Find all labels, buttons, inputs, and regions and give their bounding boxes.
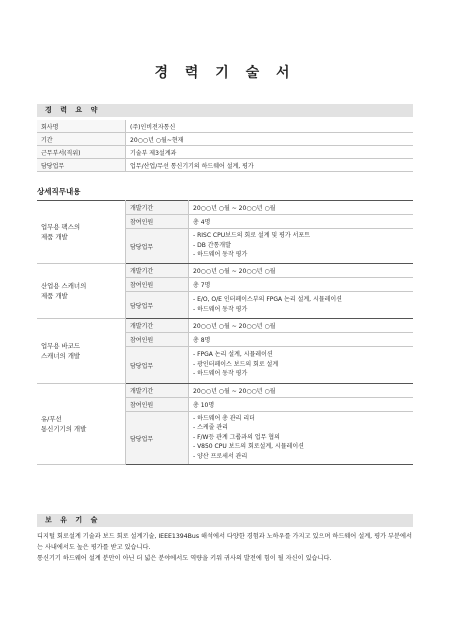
duty-item: - 양산 프로세서 관리 <box>193 452 248 460</box>
duty-item: - 하드웨어 총 관리 리더 <box>193 414 255 422</box>
period-label: 개발기간 <box>126 264 189 278</box>
period-value: 20○○년 ○월 ~ 20○○년 ○월 <box>189 201 414 215</box>
duty-item: - RISC CPU보드의 회로 설계 및 평가 서포트 <box>193 232 310 240</box>
summary-table <box>37 120 413 172</box>
summary-label: 기간 <box>37 133 126 146</box>
duty-item: - 광인터페이스 보드의 회로 설계 <box>193 360 279 368</box>
detail-row <box>37 319 413 333</box>
skills-paragraph: 디지털 회로설계 기술과 보드 회로 설계기술, IEEE1394Bus 해석에서 다양한 경험과 노하우를 가지고 있으며 하드웨어 설계, 평가 부분에서는 사내에서도 높은 평가를 받고 있습니다. <box>37 533 412 551</box>
period-label: 개발기간 <box>126 201 189 215</box>
detail-row <box>37 264 413 278</box>
period-label: 개발기간 <box>126 319 189 333</box>
duty-item: - 하드웨어 동작 평가 <box>193 251 248 259</box>
summary-value: 업무/산업/무선 통신기기의 하드웨어 설계, 평가 <box>126 159 414 172</box>
summary-row <box>37 120 413 133</box>
skills-paragraph: 통신기기 하드웨어 설계 분만이 아닌 더 넓은 분야에서도 역량을 키워 귀사의 발전에 힘이 될 자신이 있습니다. <box>37 555 332 562</box>
detail-row <box>37 384 413 398</box>
summary-row <box>37 133 413 146</box>
staff-value: 총 10명 <box>189 398 414 412</box>
duty-item: - 하드웨어 동작 평가 <box>193 305 248 313</box>
staff-label: 참여인원 <box>126 333 189 347</box>
duty-item: - DB 간통개발 <box>193 241 231 249</box>
project-category: 업무용 바코드 스캐너의 개발 <box>37 319 126 384</box>
summary-row <box>37 159 413 172</box>
summary-label: 근무부서(직위) <box>37 146 126 159</box>
skills-text <box>37 532 413 566</box>
duty-list <box>189 292 414 319</box>
duty-list <box>189 412 414 465</box>
details-table <box>37 200 413 465</box>
period-label: 개발기간 <box>126 384 189 398</box>
staff-label: 참여인원 <box>126 398 189 412</box>
summary-row <box>37 146 413 159</box>
period-value: 20○○년 ○월 ~ 20○○년 ○월 <box>189 264 414 278</box>
period-value: 20○○년 ○월 ~ 20○○년 ○월 <box>189 319 414 333</box>
staff-value: 총 8명 <box>189 333 414 347</box>
staff-value: 총 4명 <box>189 215 414 229</box>
project-category: 유/무선 통신기기의 개발 <box>37 384 126 465</box>
project-category: 산업용 스캐너의 제품 개발 <box>37 264 126 319</box>
duty-label: 담당업무 <box>126 229 189 264</box>
detail-row <box>37 201 413 215</box>
period-value: 20○○년 ○월 ~ 20○○년 ○월 <box>189 384 414 398</box>
duty-label: 담당업무 <box>126 412 189 465</box>
duty-item: - F/W등 관계 그룹과의 업무 협의 <box>193 433 280 441</box>
summary-heading: 경 력 요 약 <box>37 104 413 117</box>
duty-list <box>189 347 414 384</box>
duty-label: 담당업무 <box>126 347 189 384</box>
duty-item: - 하드웨어 동작 평가 <box>193 370 248 378</box>
staff-value: 총 7명 <box>189 278 414 292</box>
staff-label: 참여인원 <box>126 215 189 229</box>
staff-label: 참여인원 <box>126 278 189 292</box>
summary-value: (주)인비전자통신 <box>126 120 414 133</box>
summary-label: 담당업무 <box>37 159 126 172</box>
summary-label: 회사명 <box>37 120 126 133</box>
skills-heading: 보 유 기 술 <box>37 514 413 527</box>
duty-item: - FPGA 논리 설계, 시뮬레이션 <box>193 351 273 359</box>
details-heading: 상세직무내용 <box>37 187 81 196</box>
duty-item: - V850 CPU 보드의 회로설계, 시뮬레이션 <box>193 443 304 451</box>
summary-value: 기술부 제3설계과 <box>126 146 414 159</box>
duty-item: - 스케줄 관리 <box>193 424 228 432</box>
page-title: 경 력 기 술 서 <box>154 65 296 81</box>
duty-label: 담당업무 <box>126 292 189 319</box>
summary-value: 20○○년 ○월~현재 <box>126 133 414 146</box>
duty-list <box>189 229 414 264</box>
duty-item: - E/O, O/E 인터페이스부의 FPGA 논리 설계, 시뮬레이션 <box>193 295 342 303</box>
project-category: 업무용 팩스의 제품 개발 <box>37 201 126 264</box>
